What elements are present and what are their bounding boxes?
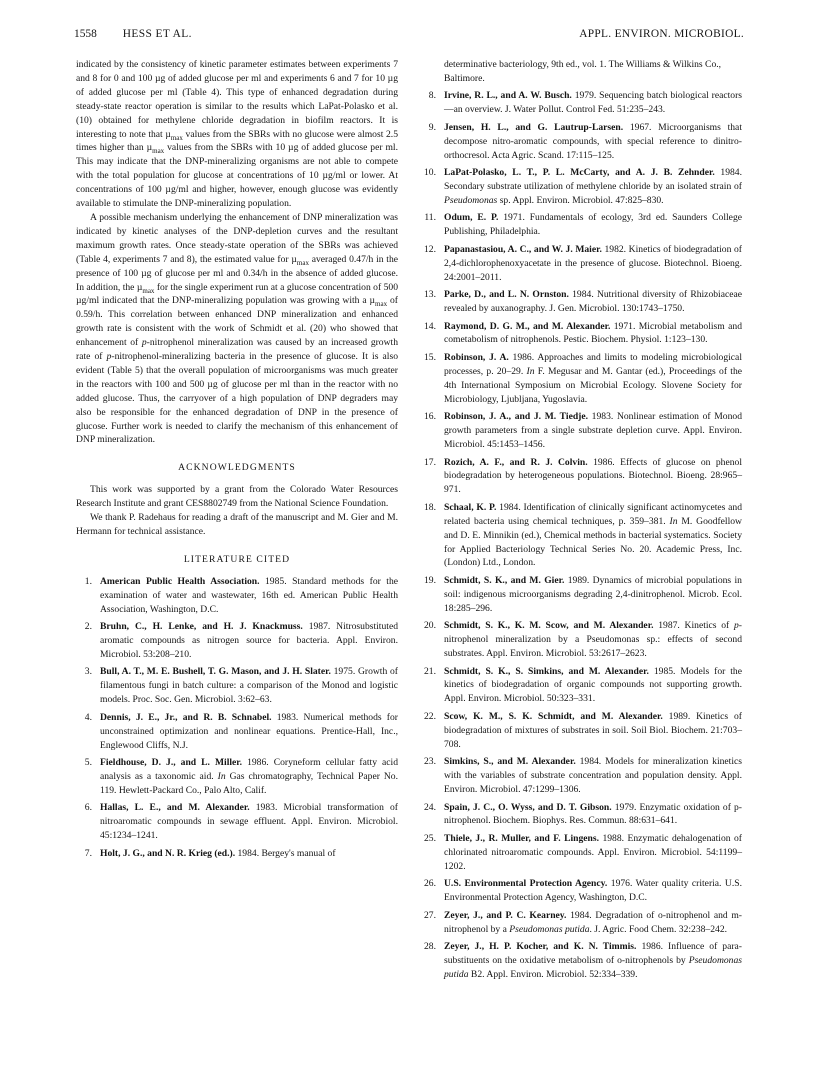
reference-authors: Schaal, K. P. <box>444 501 497 513</box>
reference-authors: Jensen, H. L., and G. Lautrup-Larsen. <box>444 121 624 133</box>
reference-list-right <box>420 58 742 982</box>
reference-authors: Rozich, A. F., and R. J. Colvin. <box>444 456 588 468</box>
reference-number: 12. <box>424 243 436 255</box>
reference-item: 21. Schmidt, S. K., S. Simkins, and M. Alexander. 1985. Models for the kinetics of biodegradation of organic compounds not supporting growth. Appl. Environ. Microbiol. 50:323–331. <box>420 665 742 707</box>
reference-number: 3. <box>84 666 92 678</box>
reference-authors: Holt, J. G., and N. R. Krieg (ed.). <box>100 847 236 859</box>
reference-authors: Papanastasiou, A. C., and W. J. Maier. <box>444 243 602 255</box>
reference-item: 10. LaPat-Polasko, L. T., P. L. McCarty, and A. J. B. Zehnder. 1984. Secondary substrate utilization of methylene chloride by an isolated strain of Pseudomonas sp. Appl. Environ. Microbiol. 47:825–830. <box>420 166 742 208</box>
reference-number: 10. <box>424 167 436 179</box>
reference-number: 8. <box>428 90 436 102</box>
reference-authors: Robinson, J. A. <box>444 351 509 363</box>
reference-number: 23. <box>424 756 436 768</box>
reference-item: 16. Robinson, J. A., and J. M. Tiedje. 1983. Nonlinear estimation of Monod growth parameters from a single substrate depletion curve. Appl. Environ. Microbiol. 45:1453–1456. <box>420 410 742 452</box>
body-paragraph-1: indicated by the consistency of kinetic parameter estimates between experiments 7 and 8 for 0 and 100 µg of added glucose per ml and experiments 6 and 7 for 10 µg of added glucose per ml (Table 4). This type of enhanced degradation during steady-state reactor operation is similar to the results which LaPat-Polasko et al. (10) obtained for methylene chloride degradation in biofilm reactors. It is interesting to note that µ$_{max}$ values from the SBRs with no glucose were almost 2.5 times higher than µ$_{max}$ values from the SBRs with 10 µg of added glucose per ml. This may indicate that the DNP-mineralizing organisms are not able to compete with the total population for glucose at concentrations of 10 µg/ml or lower. At concentrations of 100 µg/ml and higher, however, enough glucose was evidently available to stimulate the DNP-mineralizing population. <box>76 59 398 210</box>
reference-number: 7. <box>84 847 92 859</box>
reference-authors: LaPat-Polasko, L. T., P. L. McCarty, and A. J. B. Zehnder. <box>444 167 715 179</box>
reference-item: 13. Parke, D., and L. N. Ornston. 1984. Nutritional diversity of Rhizobiaceae revealed by auxanography. J. Gen. Microbiol. 130:1743–1750. <box>420 288 742 316</box>
reference-item: 11. Odum, E. P. 1971. Fundamentals of ecology, 3rd ed. Saunders College Publishing, Philadelphia. <box>420 211 742 239</box>
reference-number: 27. <box>424 909 436 921</box>
reference-authors: Dennis, J. E., Jr., and R. B. Schnabel. <box>100 711 272 723</box>
reference-number: 11. <box>424 212 436 224</box>
reference-number: 9. <box>428 121 436 133</box>
reference-number: 5. <box>84 757 92 769</box>
reference-number: 21. <box>424 665 436 677</box>
reference-continuation: determinative bacteriology, 9th ed., vol. 1. The Williams & Wilkins Co., Baltimore. <box>444 59 722 84</box>
reference-item: 15. Robinson, J. A. 1986. Approaches and limits to modeling microbiological processes, p. 20–29. In F. Megusar and M. Gantar (ed.), Proceedings of the 4th International Symposium on Microbial Ecology. Slovene Society for Microbiology, Ljubljana, Yugoslavia. <box>420 351 742 407</box>
reference-number: 15. <box>424 351 436 363</box>
reference-item: 5. Fieldhouse, D. J., and L. Miller. 1986. Coryneform cellular fatty acid analysis as a taxonomic aid. In Gas chromatography, Technical Paper No. 119. Hewlett-Packard Co., Palo Alto, Calif. <box>76 756 398 798</box>
acknowledgments-paragraph-2: We thank P. Radehaus for reading a draft of the manuscript and M. Gier and M. Hermann for technical assistance. <box>76 512 398 537</box>
running-authors: HESS ET AL. <box>122 28 192 40</box>
reference-item: 26. U.S. Environmental Protection Agency. 1976. Water quality criteria. U.S. Environmental Protection Agency, Washington, D.C. <box>420 877 742 905</box>
left-column <box>76 58 398 864</box>
reference-item: 20. Schmidt, S. K., K. M. Scow, and M. Alexander. 1987. Kinetics of p-nitrophenol mineralization by a Pseudomonas sp.: effects of second substrates. Appl. Environ. Microbiol. 53:2617–2623. <box>420 619 742 661</box>
reference-item: 22. Scow, K. M., S. K. Schmidt, and M. Alexander. 1989. Kinetics of biodegradation of mixtures of substrates in soil. Soil Biol. Biochem. 21:703–708. <box>420 710 742 752</box>
reference-number: 26. <box>424 878 436 890</box>
reference-authors: Robinson, J. A., and J. M. Tiedje. <box>444 411 589 423</box>
reference-authors: Simkins, S., and M. Alexander. <box>444 756 576 768</box>
reference-authors: Zeyer, J., H. P. Kocher, and K. N. Timmis. <box>444 941 637 953</box>
reference-item: 18. Schaal, K. P. 1984. Identification of clinically significant actinomycetes and related bacteria using chemical techniques, p. 359–381. In M. Goodfellow and D. E. Minnikin (ed.), Chemical methods in bacterial systematics. Society for Applied Bacteriology Technical Series No. 20. Academic Press, Inc. (London) Ltd., London. <box>420 501 742 571</box>
reference-item: 8. Irvine, R. L., and A. W. Busch. 1979. Sequencing batch biological reactors—an overview. J. Water Pollut. Control Fed. 51:235–243. <box>420 89 742 117</box>
reference-item: 7. Holt, J. G., and N. R. Krieg (ed.). 1984. Bergey's manual of <box>76 847 398 861</box>
reference-authors: Irvine, R. L., and A. W. Busch. <box>444 90 572 102</box>
reference-number: 17. <box>424 456 436 468</box>
reference-item: 12. Papanastasiou, A. C., and W. J. Maier. 1982. Kinetics of biodegradation of 2,4-dichlorophenoxyacetate in the presence of glucose. Biotechnol. Bioeng. 24:2001–2011. <box>420 243 742 285</box>
reference-authors: Spain, J. C., O. Wyss, and D. T. Gibson. <box>444 801 612 813</box>
reference-authors: Schmidt, S. K., S. Simkins, and M. Alexander. <box>444 665 649 677</box>
reference-item: 27. Zeyer, J., and P. C. Kearney. 1984. Degradation of o-nitrophenol and m-nitrophenol by a Pseudomonas putida. J. Agric. Food Chem. 32:238–242. <box>420 909 742 937</box>
reference-authors: Schmidt, S. K., and M. Gier. <box>444 574 565 586</box>
reference-item: 14. Raymond, D. G. M., and M. Alexander. 1971. Microbial metabolism and cometabolism of nitrophenols. Pestic. Biochem. Physiol. 1:123–130. <box>420 320 742 348</box>
reference-list-left <box>76 575 398 861</box>
journal-name: APPL. ENVIRON. MICROBIOL. <box>579 28 744 40</box>
reference-authors: Bull, A. T., M. E. Bushell, T. G. Mason, and J. H. Slater. <box>100 666 331 678</box>
reference-number: 20. <box>424 620 436 632</box>
reference-item: 4. Dennis, J. E., Jr., and R. B. Schnabel. 1983. Numerical methods for unconstrained optimization and nonlinear equations. Prentice-Hall, Inc., Englewood Cliffs, N.J. <box>76 711 398 753</box>
reference-authors: American Public Health Association. <box>100 575 260 587</box>
reference-authors: Fieldhouse, D. J., and L. Miller. <box>100 757 243 769</box>
reference-number: 19. <box>424 574 436 586</box>
reference-item: 23. Simkins, S., and M. Alexander. 1984. Models for mineralization kinetics with the variables of substrate concentration and population density. Appl. Environ. Microbiol. 47:1299–1306. <box>420 755 742 797</box>
reference-authors: Parke, D., and L. N. Ornston. <box>444 289 569 301</box>
running-header <box>74 28 744 44</box>
reference-number: 4. <box>84 711 92 723</box>
reference-item: 19. Schmidt, S. K., and M. Gier. 1989. Dynamics of microbial populations in soil: indigenous microorganisms degrading 2,4-dinitrophenol. Microb. Ecol. 18:285–296. <box>420 574 742 616</box>
reference-number: 14. <box>424 320 436 332</box>
right-column <box>420 58 742 985</box>
reference-item: 6. Hallas, L. E., and M. Alexander. 1983. Microbial transformation of nitroaromatic compounds in sewage effluent. Appl. Environ. Microbiol. 45:1234–1241. <box>76 801 398 843</box>
reference-number: 13. <box>424 289 436 301</box>
acknowledgments-heading: ACKNOWLEDGMENTS <box>178 462 296 474</box>
header-left <box>74 28 192 40</box>
reference-authors: U.S. Environmental Protection Agency. <box>444 878 608 890</box>
reference-item: 3. Bull, A. T., M. E. Bushell, T. G. Mason, and J. H. Slater. 1975. Growth of filamentous fungi in batch culture: a comparison of the Monod and logistic models. Proc. Soc. Gen. Microbiol. 3:62–63. <box>76 665 398 707</box>
reference-authors: Zeyer, J., and P. C. Kearney. <box>444 909 567 921</box>
reference-number: 1. <box>84 575 92 587</box>
reference-authors: Schmidt, S. K., K. M. Scow, and M. Alexander. <box>444 620 654 632</box>
reference-number: 6. <box>84 802 92 814</box>
reference-item: 2. Bruhn, C., H. Lenke, and H. J. Knackmuss. 1987. Nitrosubstituted aromatic compounds as nitrogen source for bacteria. Appl. Environ. Microbiol. 53:208–210. <box>76 620 398 662</box>
reference-item: 9. Jensen, H. L., and G. Lautrup-Larsen. 1967. Microorganisms that decompose nitro-aromatic compounds, with special reference to dinitro-orthocresol. Acta Agric. Scand. 17:115–125. <box>420 121 742 163</box>
reference-number: 2. <box>84 621 92 633</box>
reference-number: 18. <box>424 501 436 513</box>
reference-number: 16. <box>424 411 436 423</box>
acknowledgments-paragraph-1: This work was supported by a grant from the Colorado Water Resources Research Institute and grant CES8802749 from the National Science Foundation. <box>76 484 398 510</box>
literature-cited-heading: LITERATURE CITED <box>183 553 291 565</box>
page-number: 1558 <box>74 28 97 40</box>
reference-number: 25. <box>424 832 436 844</box>
reference-authors: Thiele, J., R. Muller, and F. Lingens. <box>444 832 600 844</box>
reference-authors: Hallas, L. E., and M. Alexander. <box>100 802 250 814</box>
body-paragraph-2: A possible mechanism underlying the enhancement of DNP mineralization was indicated by kinetic analyses of the DNP-depletion curves and the resultant maximum growth rates. Once steady-state operation of the SBRs was achieved (Table 4, experiments 7 and 8), the estimated value for µ$_{max}$ averaged 0.47/h in the presence of 100 µg of glucose per ml and 0.34/h in the absence of added glucose. In addition, the µ$_{max}$ for the single experiment run at a glucose concentration of 500 µg/ml indicated that the DNP-mineralizing population was growing with a µ$_{max}$ of 0.59/h. This correlation between enhanced DNP mineralization and enhanced growth rate is consistent with the work of Schmidt et al. (20) who showed that enhancement of p-nitrophenol mineralization was caused by an increased growth rate of p-nitrophenol-mineralizing bacteria in the presence of glucose. It is also evident (Table 5) that the overall population of microorganisms was much greater in the reactors with 100 and 500 µg of glucose per ml than in the reactor with no added glucose. Thus, the carryover of a high population of DNP degraders may also be responsible for the enhanced degradation of DNP in the presence of glucose. Further work is needed to clarify the mechanism of this enhancement of DNP mineralization. <box>76 211 399 446</box>
reference-item: 24. Spain, J. C., O. Wyss, and D. T. Gibson. 1979. Enzymatic oxidation of p-nitrophenol. Biochem. Biophys. Res. Commun. 88:631–641. <box>420 801 742 829</box>
reference-authors: Bruhn, C., H. Lenke, and H. J. Knackmuss. <box>100 621 303 633</box>
reference-authors: Odum, E. P. <box>444 212 499 224</box>
reference-item: 25. Thiele, J., R. Muller, and F. Lingens. 1988. Enzymatic dehalogenation of chlorinated nitroaromatic compounds. Appl. Environ. Microbiol. 54:1199–1202. <box>420 832 742 874</box>
reference-number: 24. <box>424 801 436 813</box>
reference-number: 22. <box>424 710 436 722</box>
reference-authors: Scow, K. M., S. K. Schmidt, and M. Alexander. <box>444 710 663 722</box>
reference-item: 1. American Public Health Association. 1985. Standard methods for the examination of water and wastewater, 16th ed. American Public Health Association, Washington, D.C. <box>76 575 398 617</box>
reference-authors: Raymond, D. G. M., and M. Alexander. <box>444 320 611 332</box>
reference-item: 28. Zeyer, J., H. P. Kocher, and K. N. Timmis. 1986. Influence of para-substituents on the oxidative metabolism of o-nitrophenols by Pseudomonas putida B2. Appl. Environ. Microbiol. 52:334–339. <box>420 940 742 982</box>
reference-item: 17. Rozich, A. F., and R. J. Colvin. 1986. Effects of glucose on phenol biodegradation by heterogeneous populations. Biotechnol. Bioeng. 28:965–971. <box>420 456 742 498</box>
reference-number: 28. <box>424 941 436 953</box>
